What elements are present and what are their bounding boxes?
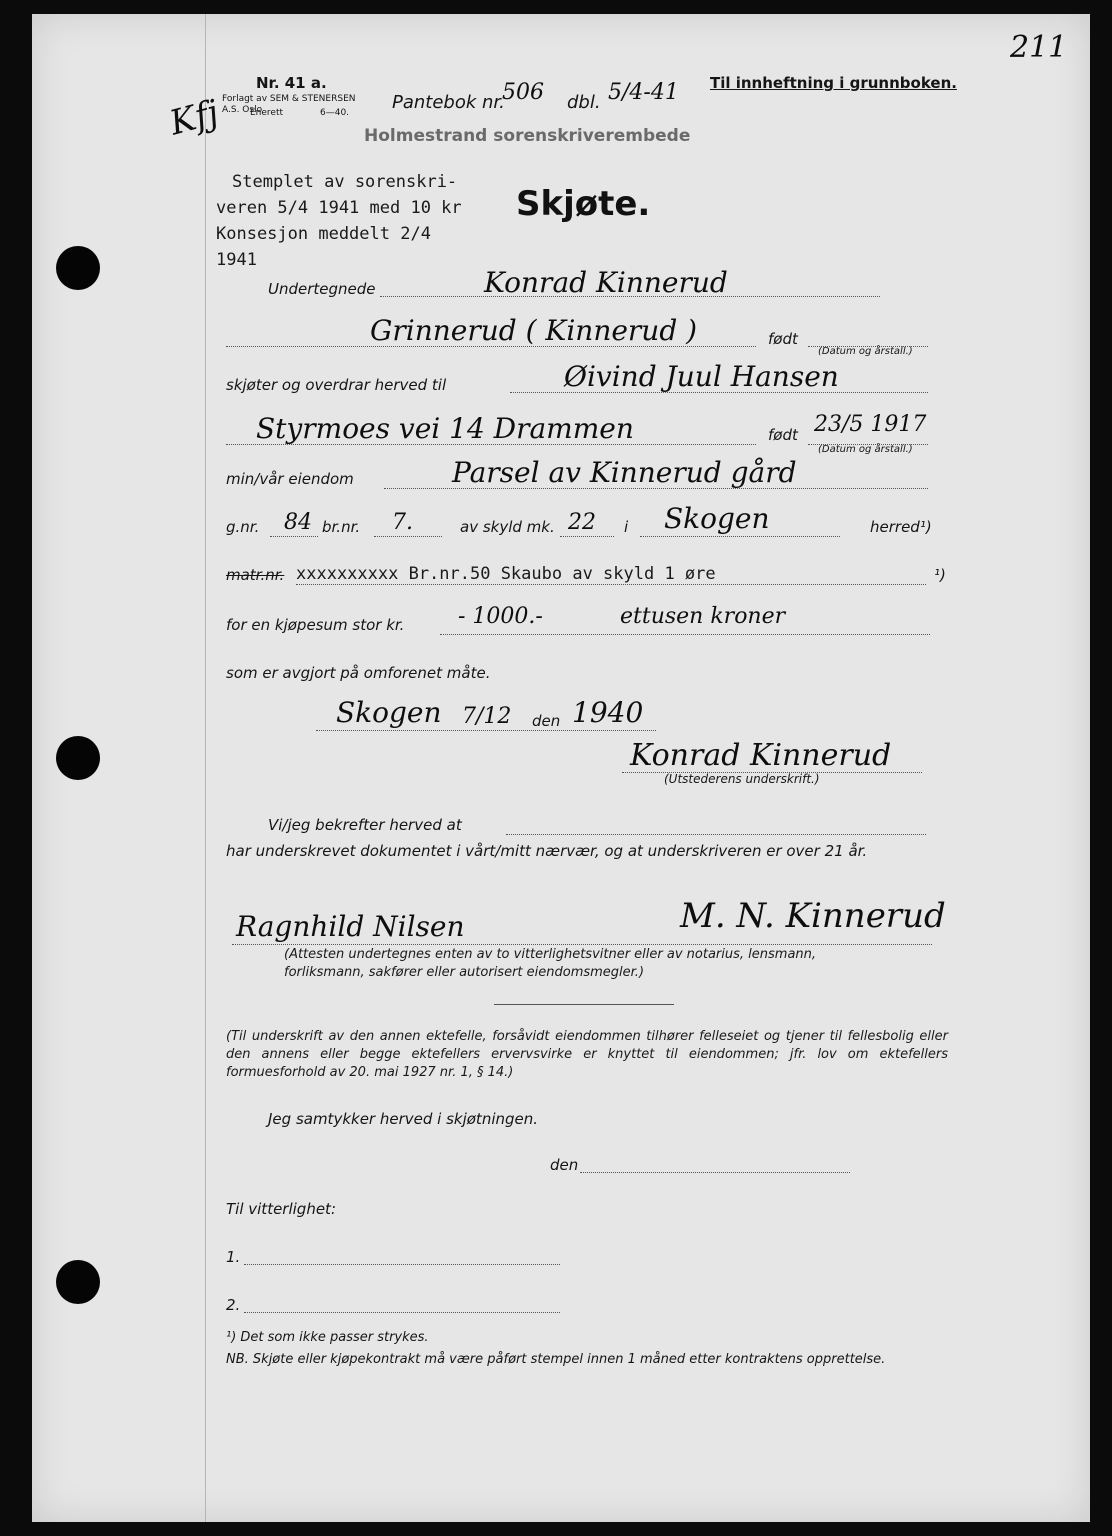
skyld-line: [560, 536, 614, 537]
buyer-born-label: født: [768, 426, 798, 444]
witness-2-line: [244, 1312, 560, 1313]
seller-name: Konrad Kinnerud: [484, 266, 728, 299]
price-words: ettusen kroner: [620, 604, 786, 629]
office-stamp: Holmestrand sorenskriverembede: [364, 126, 691, 146]
price-line: [440, 634, 930, 635]
exclusive-note: Enerett: [250, 108, 284, 118]
seller-born-label: født: [768, 330, 798, 348]
document-title: Skjøte.: [516, 184, 651, 224]
margin-rule: [205, 14, 206, 1522]
typed-stamp-line4: 1941: [216, 250, 257, 270]
dbl-label: dbl.: [567, 92, 601, 113]
skyld-label: av skyld mk.: [460, 518, 555, 536]
undersigned-label: Undertegnede: [268, 280, 376, 298]
brnr-value: 7.: [392, 510, 413, 535]
document-page: [32, 14, 1090, 1522]
matr-label: matr.nr.: [226, 566, 285, 584]
matr-line: [296, 584, 926, 585]
edition-note: 6—40.: [320, 108, 350, 118]
seller-place: Grinnerud ( Kinnerud ): [370, 314, 698, 347]
issuer-caption: (Utstederens underskrift.): [664, 772, 820, 786]
book-number: 506: [502, 80, 544, 105]
property-desc: Parsel av Kinnerud gård: [452, 456, 797, 489]
typed-stamp-line2: veren 5/4 1941 med 10 kr: [216, 198, 462, 218]
spouse-note: (Til underskrift av den annen ektefelle, forsåvidt eiendommen tilhører felleseiet og tjener til fellesbolig eller den annens eller begge ektefellers ervervsvirke er knyttet til eiendommen; jfr. lov om ektefellers formuesforhold av 20. mai 1927 nr. 1, § 14.): [226, 1029, 948, 1080]
binding-note: Til innheftning i grunnboken.: [710, 74, 957, 92]
skyld-value: 22: [568, 510, 596, 535]
gnr-line: [270, 536, 318, 537]
typed-stamp-line1: Stemplet av sorenskri-: [232, 172, 458, 192]
punch-hole-middle: [56, 736, 100, 780]
initials: Kfj: [165, 92, 223, 144]
attest-note: (Attesten undertegnes enten av to vitterlighetsvitner eller av notarius, lensmann, forliksmann, sakfører eller autorisert eiendomsmegler.): [284, 947, 817, 980]
i-label: i: [624, 518, 629, 536]
punch-hole-top: [56, 246, 100, 290]
buyer-born: 23/5 1917: [814, 412, 927, 437]
gnr-value: 84: [284, 510, 312, 535]
brnr-label: br.nr.: [322, 518, 361, 536]
witness-signature-2: M. N. Kinnerud: [680, 896, 946, 936]
municipality: Skogen: [664, 502, 770, 535]
den-label-signed: den: [532, 712, 561, 730]
consent-text: Jeg samtykker herved i skjøtningen.: [268, 1110, 539, 1128]
den-label-spouse: den: [550, 1156, 579, 1174]
publisher-note: Forlagt av SEM & STENERSEN A.S. Oslo: [222, 94, 356, 115]
brnr-line: [374, 536, 442, 537]
place-date-line: [316, 730, 656, 731]
typed-stamp-line3: Konsesjon meddelt 2/4: [216, 224, 431, 244]
witness-sig-line: [232, 944, 932, 945]
municipality-line: [640, 536, 840, 537]
year-signed: 1940: [572, 696, 644, 729]
gnr-label: g.nr.: [226, 518, 260, 536]
date-signed: 7/12: [462, 704, 512, 729]
form-number: Nr. 41 a.: [256, 74, 327, 92]
herred-label: herred¹): [870, 518, 932, 536]
section-divider: [494, 1004, 674, 1005]
buyer-date-hint: (Datum og årstall.): [818, 444, 913, 455]
confirm-label: Vi/jeg bekrefter herved at: [268, 816, 462, 834]
footnote: ¹) Det som ikke passer strykes.: [226, 1330, 429, 1345]
seller-date-hint: (Datum og årstall.): [818, 346, 913, 357]
buyer-address: Styrmoes vei 14 Drammen: [256, 412, 634, 445]
transfer-label: skjøter og overdrar herved til: [226, 376, 447, 394]
nb-note: NB. Skjøte eller kjøpekontrakt må være påført stempel innen 1 måned etter kontraktens opprettelse.: [226, 1352, 886, 1367]
confirm-line: [506, 834, 926, 835]
book-label: Pantebok nr.: [392, 92, 505, 113]
witness-item-2: 2.: [226, 1296, 241, 1314]
place-signed: Skogen: [336, 696, 442, 729]
witness-signature-1: Ragnhild Nilsen: [236, 910, 465, 943]
witness-1-line: [244, 1264, 560, 1265]
matr-typed: xxxxxxxxxx Br.nr.50 Skaubo av skyld 1 øre: [296, 564, 716, 584]
buyer-name: Øivind Juul Hansen: [564, 360, 839, 393]
settled-text: som er avgjort på omforenet måte.: [226, 664, 491, 682]
matr-footnote-mark: ¹): [934, 566, 946, 584]
spouse-date-line: [580, 1172, 850, 1173]
price-value: - 1000.-: [458, 604, 543, 629]
property-label: min/vår eiendom: [226, 470, 354, 488]
page-number: 211: [1010, 30, 1068, 65]
witness-item-1: 1.: [226, 1248, 241, 1266]
witness-label: Til vitterlighet:: [226, 1200, 336, 1218]
punch-hole-bottom: [56, 1260, 100, 1304]
seller-signature: Konrad Kinnerud: [630, 738, 892, 773]
price-label: for en kjøpesum stor kr.: [226, 616, 405, 634]
dbl-value: 5/4-41: [608, 80, 679, 105]
confirm-line2: har underskrevet dokumentet i vårt/mitt nærvær, og at underskriveren er over 21 år.: [226, 842, 868, 860]
